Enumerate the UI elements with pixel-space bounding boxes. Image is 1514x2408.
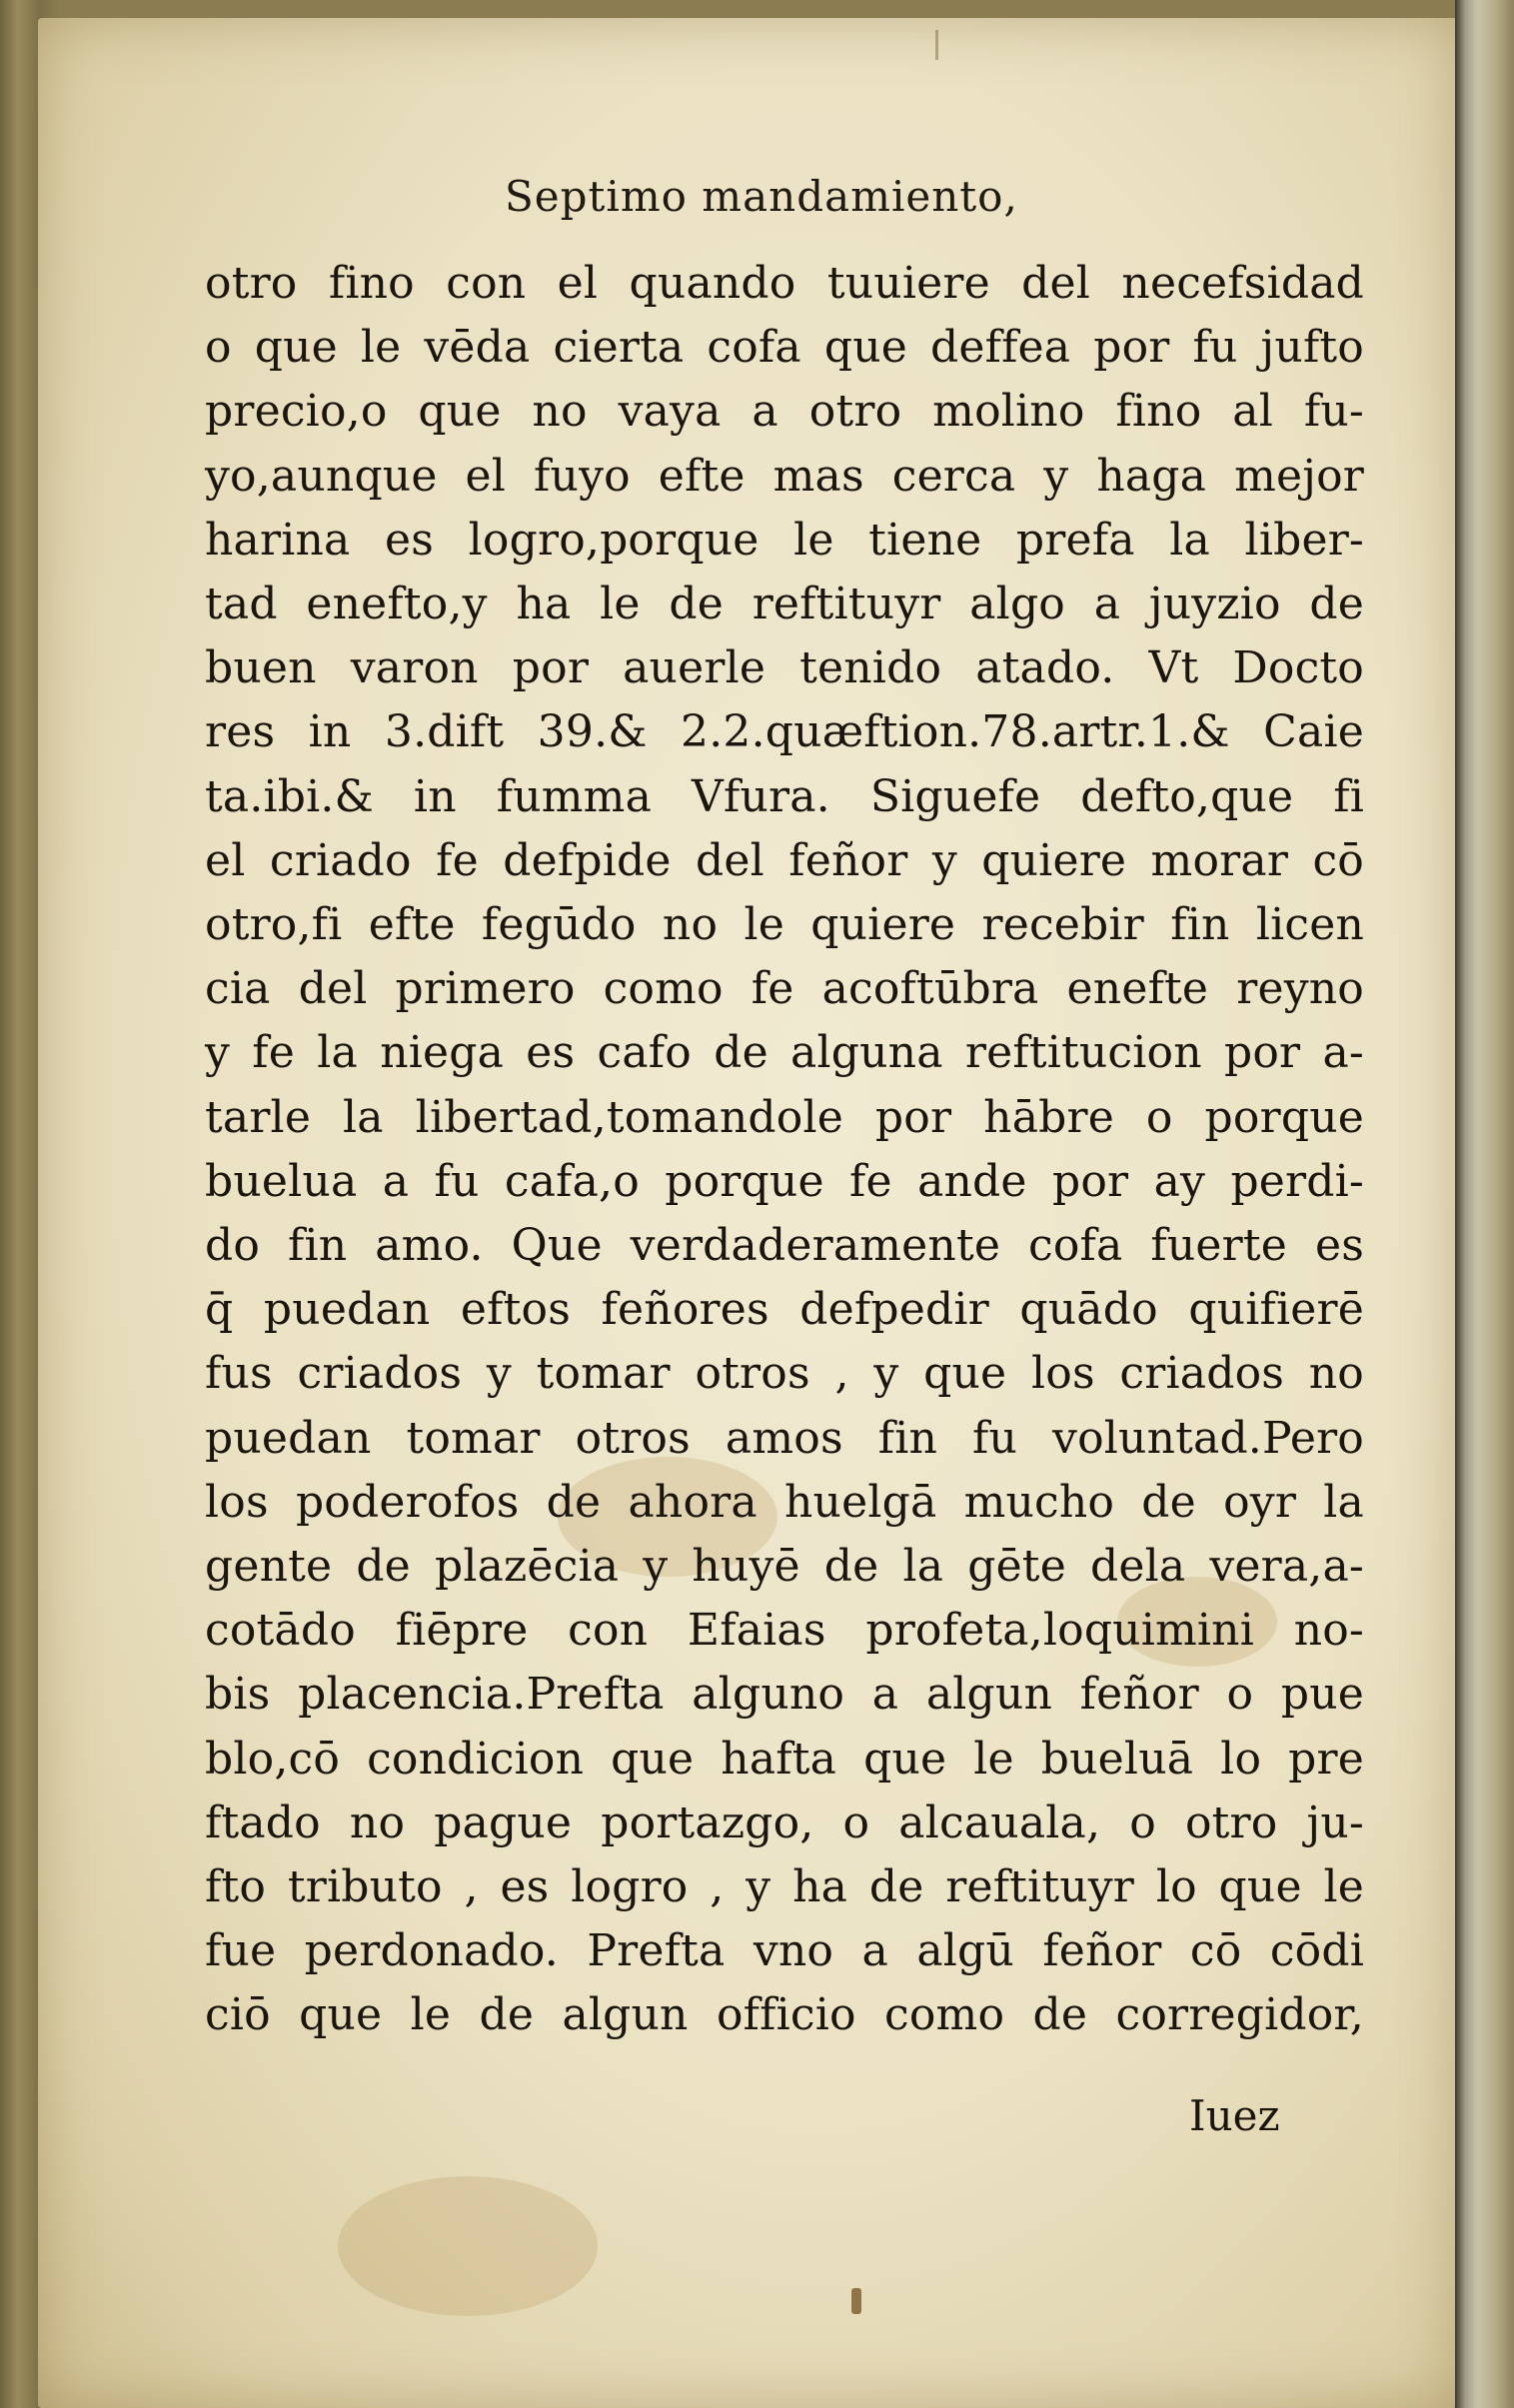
text-line: cotādo fiēpre con Efaias profeta,loquimini no- (205, 1605, 1364, 1657)
text-line: el criado fe defpide del feñor y quiere morar cō (205, 834, 1364, 886)
text-line: cia del primero como fe acoftūbra enefte reyno (205, 963, 1364, 1015)
text-line: fto tributo , es logro , y ha de reftituyr lo que le (205, 1861, 1364, 1913)
text-line: fus criados y tomar otros , y que los criados no (205, 1348, 1364, 1400)
body-text (205, 252, 1364, 2048)
text-line: precio,o que no vaya a otro molino fino al fu- (205, 386, 1364, 438)
book-spine-edge (1455, 0, 1514, 2408)
text-line: harina es logro,porque le tiene prefa la liber- (205, 514, 1364, 566)
text-line: bis placencia.Prefta alguno a algun feñor o pue (205, 1669, 1364, 1721)
text-line: do fin amo. Que verdaderamente cofa fuerte es (205, 1220, 1364, 1272)
text-line: tad enefto,y ha le de reftituyr algo a juyzio de (205, 579, 1364, 630)
fold-mark (935, 30, 938, 60)
text-line: ftado no pague portazgo, o alcauala, o otro ju- (205, 1797, 1364, 1848)
text-line: o que le vēda cierta cofa que deffea por fu jufto (205, 322, 1364, 374)
text-line: y fe la niega es cafo de alguna reftitucion por a- (205, 1027, 1364, 1079)
running-head: Septimo mandamiento, (505, 172, 1018, 221)
text-line: q̄ puedan eftos feñores defpedir quādo quifierē (205, 1284, 1364, 1336)
catchword: Iuez (1189, 2091, 1280, 2140)
text-line: ciō que le de algun officio como de corregidor, (205, 1989, 1364, 2041)
text-line: buen varon por auerle tenido atado. Vt Docto (205, 642, 1364, 694)
text-line: buelua a fu cafa,o porque fe ande por ay perdi- (205, 1155, 1364, 1207)
text-line: otro,fi efte fegūdo no le quiere recebir fin licen (205, 899, 1364, 951)
text-line: gente de plazēcia y huyē de la gēte dela vera,a- (205, 1541, 1364, 1593)
foxing-stain (338, 2176, 598, 2316)
text-line: puedan tomar otros amos fin fu voluntad.Pero (205, 1412, 1364, 1464)
text-line: los poderofos de ahora huelgā mucho de oyr la (205, 1476, 1364, 1528)
ink-mark (851, 2288, 861, 2314)
text-line: otro fino con el quando tuuiere del necefsidad (205, 258, 1364, 309)
text-line: tarle la libertad,tomandole por hābre o porque (205, 1091, 1364, 1143)
text-line: fue perdonado. Prefta vno a algū feñor cō cōdi (205, 1925, 1364, 1977)
text-line: res in 3.dift 39.& 2.2.quæftion.78.artr.1.& Caie (205, 706, 1364, 758)
text-line: ta.ibi.& in fumma Vfura. Siguefe defto,que fi (205, 770, 1364, 822)
text-line: yo,aunque el fuyo efte mas cerca y haga mejor (205, 450, 1364, 502)
text-line: blo,cō condicion que hafta que le bueluā lo pre (205, 1733, 1364, 1785)
